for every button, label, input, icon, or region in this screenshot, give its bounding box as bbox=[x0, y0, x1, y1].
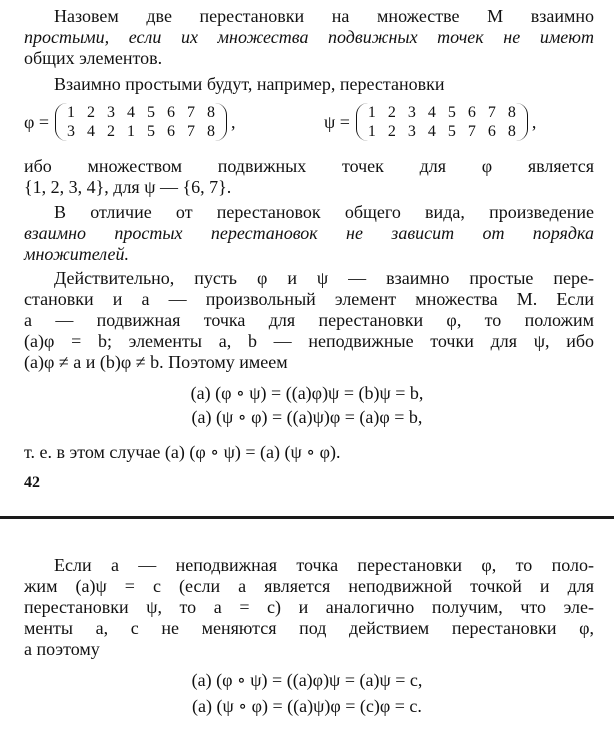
matrix-cell: 5 bbox=[447, 104, 456, 121]
matrix-cell: 6 bbox=[487, 123, 496, 140]
paragraph-moving-points bbox=[24, 156, 594, 198]
paragraph-fixed-point-case bbox=[24, 555, 594, 660]
text-line: Если a — неподвижная точка перестановки φ, то поло- bbox=[54, 555, 594, 575]
matrix-cell: 7 bbox=[187, 104, 196, 121]
text-line: общих элементов. bbox=[24, 48, 163, 68]
permutation-examples bbox=[24, 102, 594, 142]
matrix-cell: 7 bbox=[487, 104, 496, 121]
matrix-cell: 1 bbox=[367, 123, 376, 140]
matrix-cell: 7 bbox=[467, 123, 476, 140]
matrix-cell: 1 bbox=[367, 104, 376, 121]
text-line: взаимно простых перестановок не зависит от порядка bbox=[24, 223, 594, 243]
matrix-cell: 3 bbox=[67, 123, 76, 140]
matrix-cell: 8 bbox=[207, 123, 216, 140]
matrix-cell: 6 bbox=[167, 104, 176, 121]
text-line: Действительно, пусть φ и ψ — взаимно простые пере- bbox=[54, 268, 594, 288]
text-line: жим (a)ψ = c (если a является неподвижной точкой и для bbox=[24, 576, 594, 596]
text-line: а поэтому bbox=[24, 639, 100, 659]
formula-line: (a) (ψ ∘ φ) = ((a)ψ)φ = (c)φ = c. bbox=[192, 696, 422, 716]
matrix-cell: 2 bbox=[107, 123, 116, 140]
matrix-cell: 1 bbox=[127, 123, 136, 140]
psi-symbol: ψ = bbox=[324, 111, 350, 132]
page-number: 42 bbox=[24, 474, 40, 491]
formula-line: (a) (φ ∘ ψ) = ((a)φ)ψ = (a)ψ = c, bbox=[191, 670, 423, 690]
matrix-cell: 8 bbox=[507, 123, 516, 140]
paragraph-conclusion bbox=[24, 442, 594, 463]
matrix-cell: 8 bbox=[207, 104, 216, 121]
matrix-cell: 3 bbox=[407, 123, 416, 140]
matrix-cell: 2 bbox=[87, 104, 96, 121]
matrix-cell: 5 bbox=[147, 123, 156, 140]
matrix-cell: 4 bbox=[427, 104, 436, 121]
text-line: простыми, если их множества подвижных точек не имеют bbox=[24, 27, 594, 47]
text-line: {1, 2, 3, 4}, для ψ — {6, 7}. bbox=[24, 177, 232, 197]
permutation-phi bbox=[24, 102, 236, 142]
matrix-cell: 3 bbox=[407, 104, 416, 121]
formula-line: (a) (φ ∘ ψ) = ((a)φ)ψ = (b)ψ = b, bbox=[190, 383, 424, 403]
phi-matrix bbox=[55, 103, 227, 141]
bottom-page-scan bbox=[0, 516, 614, 735]
matrix-cell: 4 bbox=[87, 123, 96, 140]
matrix-cell: 2 bbox=[387, 104, 396, 121]
text-line: Взаимно простыми будут, например, перестановки bbox=[54, 74, 445, 94]
matrix-cell: 6 bbox=[167, 123, 176, 140]
text-line: (a)φ = b; элементы a, b — неподвижные точки для ψ, ибо bbox=[24, 331, 594, 351]
matrix-cell: 4 bbox=[427, 123, 436, 140]
paragraph-proof bbox=[24, 268, 594, 373]
text-line: т. е. в этом случае (a) (φ ∘ ψ) = (a) (ψ ∘ φ). bbox=[24, 442, 341, 462]
matrix-cell: 4 bbox=[127, 104, 136, 121]
text-line: менты a, c не меняются под действием перестановки φ, bbox=[24, 618, 594, 638]
matrix-cell: 8 bbox=[507, 104, 516, 121]
punctuation: , bbox=[531, 111, 537, 132]
phi-symbol: φ = bbox=[24, 111, 50, 132]
text-line: В отличие от перестановок общего вида, произведение bbox=[54, 202, 594, 222]
matrix-cell: 1 bbox=[67, 104, 76, 121]
matrix-cell: 2 bbox=[387, 123, 396, 140]
punctuation: , bbox=[231, 111, 236, 132]
text-line: становки и a — произвольный элемент множества M. Если bbox=[24, 289, 594, 309]
matrix-cell: 3 bbox=[107, 104, 116, 121]
text-line: перестановки ψ, то a = c) и аналогично получим, что эле- bbox=[24, 597, 594, 617]
matrix-cell: 5 bbox=[147, 104, 156, 121]
text-line: множителей. bbox=[24, 244, 130, 264]
matrix-cell: 6 bbox=[467, 104, 476, 121]
text-line: ибо множеством подвижных точек для φ является bbox=[24, 156, 594, 176]
paragraph-definition bbox=[24, 6, 594, 69]
text-line: a — подвижная точка для перестановки φ, то положим bbox=[24, 310, 594, 330]
formula-line: (a) (ψ ∘ φ) = ((a)ψ)φ = (a)φ = b, bbox=[191, 407, 423, 427]
matrix-cell: 5 bbox=[447, 123, 456, 140]
psi-matrix bbox=[356, 103, 528, 141]
paragraph-example-intro bbox=[24, 74, 594, 95]
matrix-cell: 7 bbox=[187, 123, 196, 140]
text-line: Назовем две перестановки на множестве М взаимно bbox=[54, 6, 594, 26]
paragraph-commutativity-claim bbox=[24, 202, 594, 265]
permutation-psi bbox=[324, 102, 536, 142]
text-line: (a)φ ≠ a и (b)φ ≠ b. Поэтому имеем bbox=[24, 352, 288, 372]
